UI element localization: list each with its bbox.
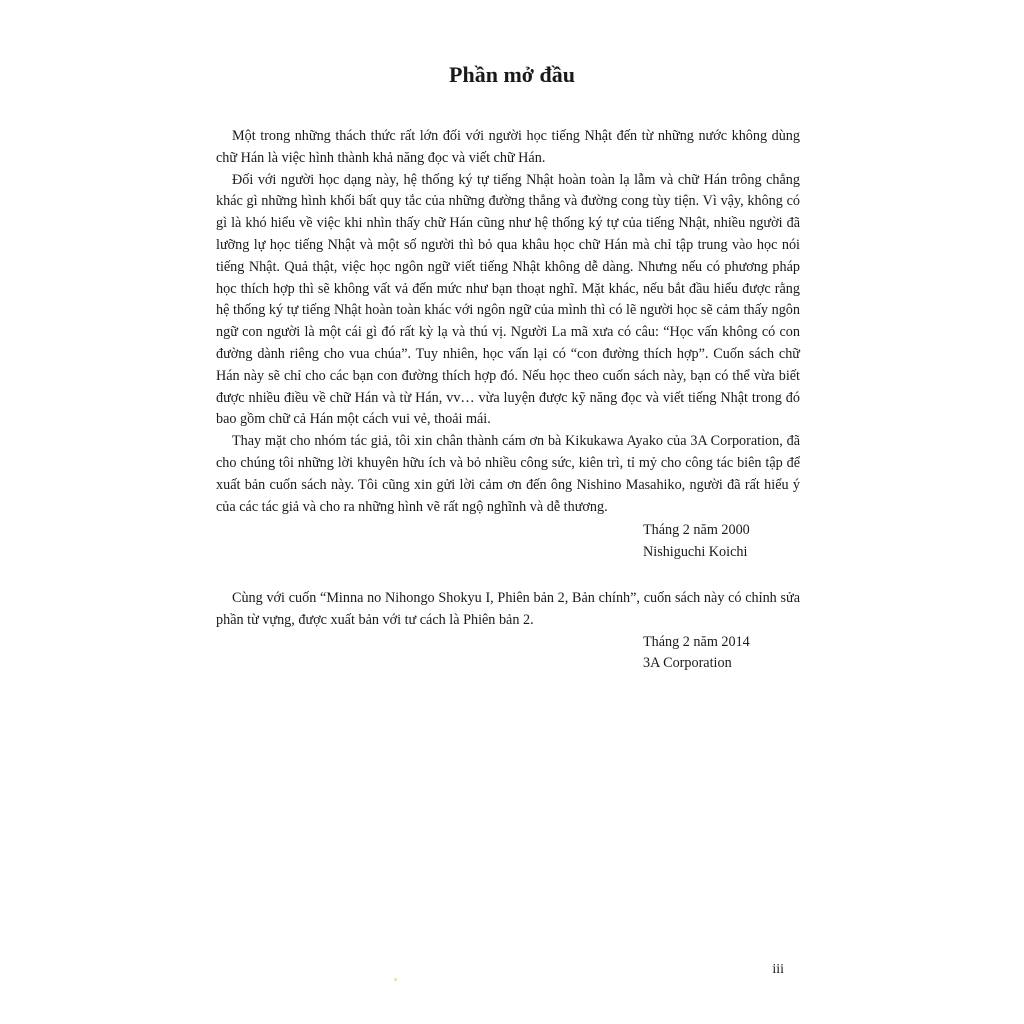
page-number: iii — [772, 962, 784, 977]
page-title: Phần mở đầu — [449, 62, 575, 87]
paper-speck — [394, 978, 397, 981]
signature-name-1: Nishiguchi Koichi — [643, 544, 748, 561]
signature-name-2: 3A Corporation — [643, 655, 732, 672]
paragraph-1: Một trong những thách thức rất lớn đối với người học tiếng Nhật đến từ những nước không dùng chữ Hán là việc hình thành khả năng đọc và viết chữ Hán. — [216, 128, 800, 166]
signature-date-2: Tháng 2 năm 2014 — [643, 633, 750, 650]
paragraph-2: Đối với người học dạng này, hệ thống ký tự tiếng Nhật hoàn toàn lạ lẫm và chữ Hán trông chẳng khác gì những hình khối bất quy tắc của những đường thẳng và đường cong tùy tiện. Vì vậy, không có gì là khó hiểu về việc khi nhìn thấy chữ Hán cũng như hệ thống ký tự của tiếng Nhật, nhiều người đã lưỡng lự học tiếng Nhật và một số người thì bỏ qua khâu học chữ Hán mà chỉ tập trung vào học nói tiếng Nhật. Quả thật, việc học ngôn ngữ viết tiếng Nhật không dễ dàng. Nhưng nếu có phương pháp học thích hợp thì sẽ không vất vả đến mức như bạn thoạt nghĩ. Mặt khác, nếu bắt đầu hiểu được rằng hệ thống ký tự tiếng Nhật hoàn toàn khác với ngôn ngữ của mình thì có lẽ người học sẽ cảm thấy ngôn ngữ con người là một cái gì đó rất kỳ lạ và thú vị. Người La mã xưa có câu: “Học vấn không có con đường dành riêng cho vua chúa”. Tuy nhiên, học vấn lại có “con đường thích hợp”. Cuốn sách chữ Hán này sẽ chỉ cho các bạn con đường thích hợp đó. Nếu học theo cuốn sách này, bạn có thể vừa biết được nhiều điều về chữ Hán và từ Hán, vv… vừa luyện được kỹ năng đọc và viết tiếng Nhật trong đó bao gồm chữ cả Hán một cách vui vẻ, thoải mái. — [216, 171, 800, 428]
edition-note: Cùng với cuốn “Minna no Nihongo Shokyu I, Phiên bản 2, Bản chính”, cuốn sách này có chỉnh sửa phần từ vựng, được xuất bản với tư cách là Phiên bản 2. — [216, 589, 800, 628]
signature-date-1: Tháng 2 năm 2000 — [643, 522, 750, 539]
paragraph-3: Thay mặt cho nhóm tác giả, tôi xin chân thành cám ơn bà Kikukawa Ayako của 3A Corporation, đã cho chúng tôi những lời khuyên hữu ích và bỏ nhiều công sức, kiên trì, tỉ mỷ cho công tác biên tập để xuất bản cuốn sách này. Tôi cũng xin gửi lời cảm ơn đến ông Nishino Masahiko, người đã rất hiểu ý của các tác giả và cho ra những hình vẽ rất ngộ nghĩnh và dễ thương. — [216, 433, 800, 515]
body-text — [216, 126, 800, 675]
